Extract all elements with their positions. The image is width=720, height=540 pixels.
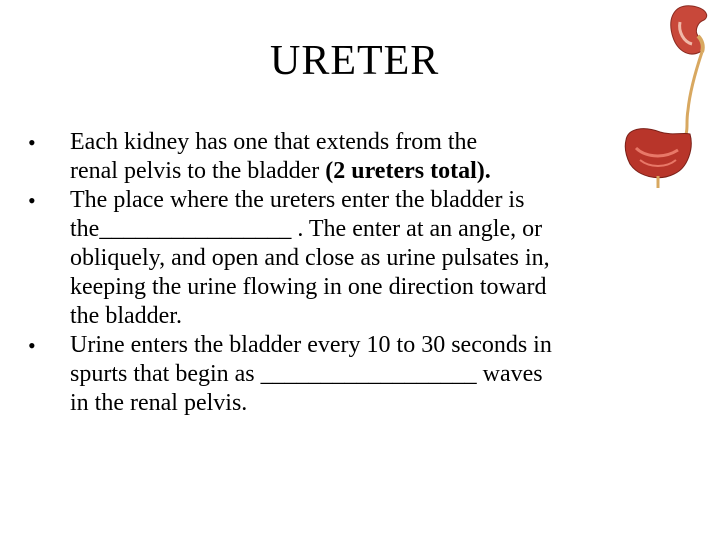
bullet-2-line-3: obliquely, and open and close as urine pulsates in, bbox=[70, 245, 550, 271]
bullet-icon: • bbox=[28, 188, 36, 213]
bullet-1-line-2-text: renal pelvis to the bladder bbox=[70, 158, 326, 184]
bullet-3-line-3: in the renal pelvis. bbox=[70, 390, 248, 416]
bullet-list bbox=[24, 128, 704, 418]
bullet-1-line-2-bold: (2 ureters total). bbox=[325, 158, 491, 184]
bullet-1-line-2 bbox=[70, 157, 704, 186]
bullet-2-line-1: The place where the ureters enter the bladder is bbox=[70, 187, 525, 213]
bullet-item-3 bbox=[24, 331, 704, 418]
bullet-icon: • bbox=[28, 130, 36, 155]
bullet-2-line-2: the________________ . The enter at an angle, or bbox=[70, 216, 543, 242]
bullet-3-line-1: Urine enters the bladder every 10 to 30 seconds in bbox=[70, 332, 552, 358]
bullet-item-1 bbox=[24, 128, 704, 186]
bullet-1-line-1: Each kidney has one that extends from the bbox=[70, 129, 478, 155]
bullet-icon: • bbox=[28, 333, 36, 358]
bullet-item-2 bbox=[24, 186, 704, 331]
ureter-tube bbox=[686, 52, 702, 134]
bullet-3-line-2: spurts that begin as __________________ waves bbox=[70, 361, 543, 387]
slide-title: URETER bbox=[270, 38, 440, 84]
bullet-2-line-5: the bladder. bbox=[70, 303, 182, 329]
bullet-2-line-4: keeping the urine flowing in one direction toward bbox=[70, 274, 547, 300]
